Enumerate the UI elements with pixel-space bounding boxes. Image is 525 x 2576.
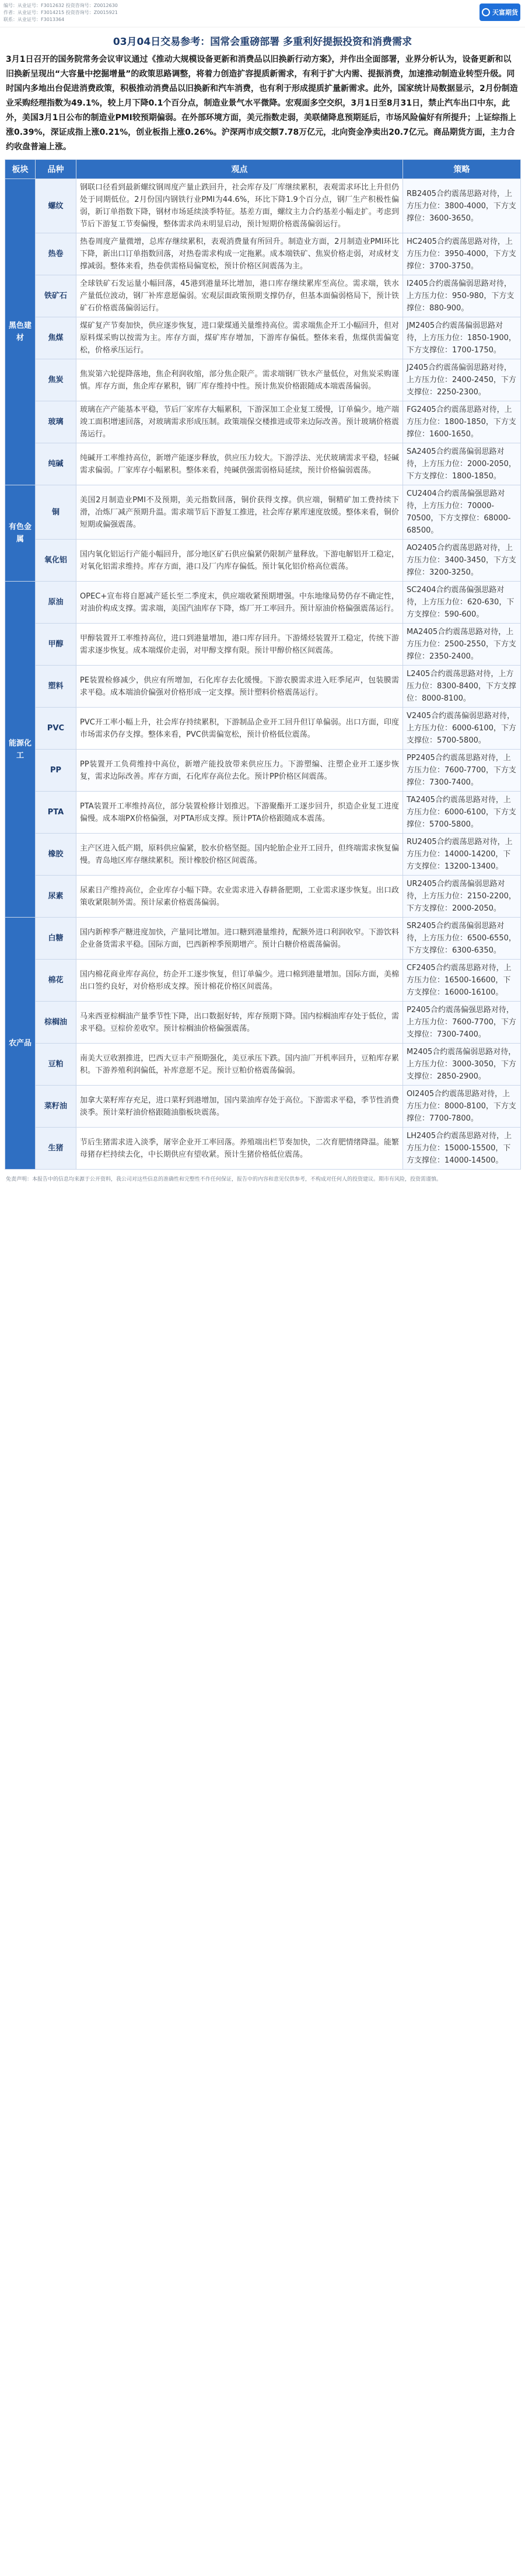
license-line: 编号：从业证号：F3012632 投资咨询号：Z0012630: [4, 3, 118, 8]
brand-logo: [480, 4, 520, 21]
strategy-cell: V2405合约震荡偏弱思路对待，上方压力位：6000-6100，下方支撑位：5700-5800。: [403, 708, 521, 750]
variety-cell: 焦炭: [36, 359, 76, 401]
strategy-cell: SC2404合约震荡偏强思路对待，上方压力位：620-630，下方支撑位：590-600。: [403, 582, 521, 624]
table-body: [5, 179, 521, 1170]
sector-cell: 有色金属: [5, 485, 36, 582]
view-cell: 国内新榨季产糖进度加快，产量同比增加。进口糖到港量维持，配额外进口利润收窄。下游饮料企业备货需求平稳。国际方面，巴西新榨季预期增产。预计白糖价格震荡偏弱。: [76, 918, 403, 960]
table-row: [5, 750, 521, 792]
strategy-cell: HC2405合约震荡思路对待，上方压力位：3950-4000，下方支撑位：3700-3750。: [403, 233, 521, 275]
variety-cell: 橡胶: [36, 834, 76, 876]
view-cell: 国内氧化铝运行产能小幅回升，部分地区矿石供应偏紧仍限制产量释放。下游电解铝开工稳定，对氧化铝需求维持。库存方面，港口及厂内库存偏低。预计氧化铝价格高位震荡。: [76, 540, 403, 582]
strategy-cell: CU2404合约震荡偏强思路对待，上方压力位：70000-70500，下方支撑位：68000-68500。: [403, 485, 521, 540]
brand-name: 天富期货: [492, 9, 518, 16]
strategy-cell: CF2405合约震荡思路对待，上方压力位：16500-16600，下方支撑位：16000-16100。: [403, 960, 521, 1002]
variety-cell: 铜: [36, 485, 76, 540]
table-row: [5, 792, 521, 834]
variety-cell: PP: [36, 750, 76, 792]
strategy-cell: AO2405合约震荡思路对待，上方压力位：3400-3450，下方支撑位：3200-3250。: [403, 540, 521, 582]
table-row: [5, 443, 521, 485]
view-cell: 钢联口径看到最新螺纹钢周度产量止跌回升，社会库存及厂库继续累积，表观需求环比上升但仍处于同期低位。2月份国内钢铁行业PMI为44.6%，环比下降1.9个百分点，钢厂生产积极性偏弱，新订单指数下降，钢材市场延续淡季特征。基差方面，螺纹主力合约基差小幅走扩。考虑到节后下游复工节奏偏慢，整体需求尚未明显启动，预计短期价格震荡偏弱运行。: [76, 179, 403, 233]
variety-cell: PTA: [36, 792, 76, 834]
table-row: [5, 179, 521, 233]
view-cell: OPEC+宣布将自愿减产延长至二季度末，供应端收紧预期增强。中东地缘局势仍存不确定性，对油价构成支撑。需求端，美国汽油库存下降，炼厂开工率回升。预计原油价格偏强震荡运行。: [76, 582, 403, 624]
license-line: 作者：从业证号：F3014215 投资咨询号：Z0015921: [4, 10, 118, 15]
table-row: [5, 582, 521, 624]
table-row: [5, 359, 521, 401]
strategy-cell: RB2405合约震荡思路对待，上方压力位：3800-4000，下方支撑位：3600-3650。: [403, 179, 521, 233]
header-sector: 板块: [5, 160, 36, 179]
sector-cell: 能源化工: [5, 582, 36, 918]
variety-cell: 焦煤: [36, 317, 76, 359]
strategy-cell: L2405合约震荡思路对待，上方压力位：8300-8400，下方支撑位：8000-8100。: [403, 666, 521, 708]
strategy-cell: P2405合约震荡偏强思路对待，上方压力位：7600-7700，下方支撑位：7300-7400。: [403, 1002, 521, 1044]
view-cell: 马来西亚棕榈油产量季节性下降，出口数据好转，库存预期下降。国内棕榈油库存处于低位，需求平稳。豆棕价差收窄。预计棕榈油价格偏强震荡。: [76, 1002, 403, 1044]
variety-cell: 塑料: [36, 666, 76, 708]
view-cell: 纯碱开工率维持高位，新增产能逐步释放，供应压力较大。下游浮法、光伏玻璃需求平稳，轻碱需求偏弱。厂家库存小幅累积。整体来看，纯碱供强需弱格局延续，预计价格偏弱震荡。: [76, 443, 403, 485]
sector-cell: 农产品: [5, 918, 36, 1170]
view-cell: 国内棉花商业库存高位，纺企开工逐步恢复，但订单偏少。进口棉到港量增加。国际方面，美棉出口签约良好，对价格形成支撑。预计棉花价格区间震荡。: [76, 960, 403, 1002]
license-line: 联系：从业证号：F3013364: [4, 17, 65, 22]
table-row: [5, 275, 521, 317]
table-row: [5, 317, 521, 359]
variety-cell: 螺纹: [36, 179, 76, 233]
view-cell: 甲醇装置开工率维持高位，进口到港量增加，港口库存回升。下游烯烃装置开工稳定，传统下游需求逐步恢复。成本端煤价走弱，对甲醇支撑有限。预计甲醇价格区间震荡。: [76, 624, 403, 666]
header: [0, 0, 525, 27]
view-cell: 美国2月制造业PMI不及预期，美元指数回落，铜价获得支撑。供应端，铜精矿加工费持续下滑，冶炼厂减产预期升温。需求端节后下游复工推进，社会库存累库速度放缓。整体来看，铜价短期或偏强震荡。: [76, 485, 403, 540]
view-cell: 煤矿复产节奏加快，供应逐步恢复，进口蒙煤通关量维持高位。需求端焦企开工小幅回升，但对原料煤采购以按需为主。库存方面，煤矿库存增加，下游库存偏低。整体来看，焦煤供需偏宽松，价格承压运行。: [76, 317, 403, 359]
sector-cell: 黑色建材: [5, 179, 36, 485]
table-row: [5, 960, 521, 1002]
table-row: [5, 540, 521, 582]
strategy-cell: TA2405合约震荡思路对待，上方压力位：6000-6100，下方支撑位：5700-5800。: [403, 792, 521, 834]
view-cell: 玻璃在产产能基本平稳，节后厂家库存大幅累积，下游深加工企业复工缓慢，订单偏少。地产端竣工面积增速回落，对玻璃需求形成压制。政策端保交楼推进或带来边际改善。预计玻璃价格震荡运行。: [76, 401, 403, 443]
view-cell: 主产区进入低产期，原料供应偏紧，胶水价格坚挺。国内轮胎企业开工回升，但终端需求恢复偏慢。青岛地区库存继续累积。预计橡胶价格区间震荡。: [76, 834, 403, 876]
intro-paragraph: 3月1日召开的国务院常务会议审议通过《推动大规模设备更新和消费品以旧换新行动方案》，并作出全面部署，业界分析认为，设备更新和以旧换新呈现出“大容量中挖掘增量”的政策思路调整，将着力创造扩容提质新需求，有利于扩大内需、提振消费，加速推动制造业转型升级。同时国内多地出台促进消费政策，积极推动消费品以旧换新和汽车消费，也有利于形成提质扩量新需求。此外，国家统计局数据显示，2月份制造业采购经理指数为49.1%，较上月下降0.1个百分点，制造业景气水平微降。宏观面多空交织，3月1日至8月31日，禁止汽车出口中东，此外，美国3月1日公布的制造业PMI较预期偏弱。在外部环境方面，美元指数走弱，美联储降息预期延后，市场风险偏好有所提升；上证综指上涨0.39%，深证成指上涨0.21%，创业板指上涨0.26%。沪深两市成交额7.78万亿元，北向资金净卖出20.7亿元。商品期货方面，主力合约收盘普遍上涨。: [6, 55, 518, 152]
view-cell: 全球铁矿石发运量小幅回落，45港到港量环比增加，港口库存继续累库至高位。需求端，铁水产量低位波动，钢厂补库意愿偏弱。宏观层面政策预期支撑仍存，但基本面偏弱格局下，预计铁矿石价格震荡偏弱运行。: [76, 275, 403, 317]
view-cell: 尿素日产维持高位，企业库存小幅下降。农业需求进入春耕备肥期，工业需求逐步恢复。出口政策收紧限制外需。预计尿素价格震荡偏弱。: [76, 876, 403, 918]
variety-cell: 棕榈油: [36, 1002, 76, 1044]
strategy-cell: JM2405合约震荡偏弱思路对待，上方压力位：1850-1900，下方支撑位：1700-1750。: [403, 317, 521, 359]
view-cell: 焦炭第六轮提降落地，焦企利润收缩，部分焦企限产。需求端钢厂铁水产量低位，对焦炭采购谨慎。库存方面，焦企库存累积，钢厂库存维持中性。预计焦炭价格跟随成本端震荡偏弱。: [76, 359, 403, 401]
variety-cell: 棉花: [36, 960, 76, 1002]
brand-logo-icon: [482, 8, 490, 16]
variety-cell: 原油: [36, 582, 76, 624]
strategy-cell: PP2405合约震荡思路对待，上方压力位：7600-7700，下方支撑位：7300-7400。: [403, 750, 521, 792]
strategy-cell: I2405合约震荡偏弱思路对待，上方压力位：950-980，下方支撑位：880-900。: [403, 275, 521, 317]
table-row: [5, 1128, 521, 1170]
table-row: [5, 918, 521, 960]
variety-cell: 豆粕: [36, 1044, 76, 1086]
strategy-cell: OI2405合约震荡思路对待，上方压力位：8000-8100，下方支撑位：7700-7800。: [403, 1086, 521, 1128]
strategy-cell: M2405合约震荡偏弱思路对待，上方压力位：3000-3050，下方支撑位：2850-2900。: [403, 1044, 521, 1086]
strategy-cell: MA2405合约震荡思路对待，上方压力位：2500-2550，下方支撑位：2350-2400。: [403, 624, 521, 666]
view-cell: 南美大豆收割推进，巴西大豆丰产预期强化，美豆承压下跌。国内油厂开机率回升，豆粕库存累积。下游养殖利润偏低，补库意愿不足。预计豆粕价格震荡偏弱。: [76, 1044, 403, 1086]
variety-cell: 氧化铝: [36, 540, 76, 582]
table-row: [5, 485, 521, 540]
variety-cell: 纯碱: [36, 443, 76, 485]
page-title: 03月04日交易参考：国常会重磅部署 多重利好提振投资和消费需求: [113, 36, 412, 48]
variety-cell: 热卷: [36, 233, 76, 275]
table-row: [5, 233, 521, 275]
variety-cell: 尿素: [36, 876, 76, 918]
view-cell: PVC开工率小幅上升，社会库存持续累积，下游制品企业开工回升但订单偏弱。出口方面，印度市场需求仍存支撑。整体来看，PVC供需偏宽松，预计价格低位震荡。: [76, 708, 403, 750]
table-row: [5, 1086, 521, 1128]
strategy-cell: LH2405合约震荡思路对待，上方压力位：15000-15500，下方支撑位：14000-14500。: [403, 1128, 521, 1170]
variety-cell: 玻璃: [36, 401, 76, 443]
strategy-cell: SR2405合约震荡偏弱思路对待，上方压力位：6500-6550，下方支撑位：6300-6350。: [403, 918, 521, 960]
strategy-cell: RU2405合约震荡思路对待，上方压力位：14000-14200，下方支撑位：13200-13400。: [403, 834, 521, 876]
strategy-cell: SA2405合约震荡偏弱思路对待，上方压力位：2000-2050，下方支撑位：1800-1850。: [403, 443, 521, 485]
table-row: [5, 401, 521, 443]
table-row: [5, 624, 521, 666]
disclaimer: 免责声明：本报告中的信息均来源于公开资料，我公司对这些信息的准确性和完整性不作任何保证，报告中的内容和意见仅供参考，不构成对任何人的投资建议。期市有风险，投资需谨慎。: [6, 1177, 442, 1182]
strategy-cell: FG2405合约震荡思路对待，上方压力位：1800-1850，下方支撑位：1600-1650。: [403, 401, 521, 443]
view-cell: 加拿大菜籽库存充足，进口菜籽到港增加，国内菜油库存处于高位。下游需求平稳，季节性消费淡季。预计菜籽油价格跟随油脂板块震荡。: [76, 1086, 403, 1128]
variety-cell: 甲醇: [36, 624, 76, 666]
table-row: [5, 1044, 521, 1086]
table-row: [5, 834, 521, 876]
view-cell: PTA装置开工率维持高位，部分装置检修计划推迟。下游聚酯开工逐步回升，织造企业复工进度偏慢。成本端PX价格偏强，对PTA形成支撑。预计PTA价格跟随成本震荡。: [76, 792, 403, 834]
table-row: [5, 876, 521, 918]
strategy-cell: J2405合约震荡偏弱思路对待，上方压力位：2400-2450，下方支撑位：2250-2300。: [403, 359, 521, 401]
header-variety: 品种: [36, 160, 76, 179]
table-row: [5, 708, 521, 750]
view-cell: PE装置检修减少，供应有所增加，石化库存去化缓慢。下游农膜需求进入旺季尾声，包装膜需求平稳。成本端油价偏强对价格形成一定支撑。预计塑料价格震荡运行。: [76, 666, 403, 708]
header-view: 观点: [76, 160, 403, 179]
view-cell: PP装置开工负荷维持中高位，新增产能投放带来供应压力。下游塑编、注塑企业开工逐步恢复，需求边际改善。库存方面，石化库存高位去化。预计PP价格区间震荡。: [76, 750, 403, 792]
strategy-cell: UR2405合约震荡偏弱思路对待，上方压力位：2150-2200，下方支撑位：2000-2050。: [403, 876, 521, 918]
variety-cell: 白糖: [36, 918, 76, 960]
variety-cell: 菜籽油: [36, 1086, 76, 1128]
table-row: [5, 1002, 521, 1044]
variety-cell: PVC: [36, 708, 76, 750]
license-block: [4, 2, 118, 23]
variety-cell: 铁矿石: [36, 275, 76, 317]
table-row: [5, 666, 521, 708]
variety-cell: 生猪: [36, 1128, 76, 1170]
view-cell: 热卷周度产量微增，总库存继续累积，表观消费量有所回升。制造业方面，2月制造业PMI环比下降，新出口订单指数回落，对热卷需求构成一定拖累。成本端铁矿、焦炭价格走弱，对成材支撑减弱。整体来看，热卷供需格局偏宽松，预计价格区间震荡为主。: [76, 233, 403, 275]
table-header-row: [5, 160, 521, 179]
view-cell: 节后生猪需求进入淡季，屠宰企业开工率回落。养殖端出栏节奏加快，二次育肥情绪降温。能繁母猪存栏持续去化，中长期供应有望收紧。预计生猪价格低位震荡。: [76, 1128, 403, 1170]
header-strategy: 策略: [403, 160, 521, 179]
reference-table: [5, 159, 521, 1170]
